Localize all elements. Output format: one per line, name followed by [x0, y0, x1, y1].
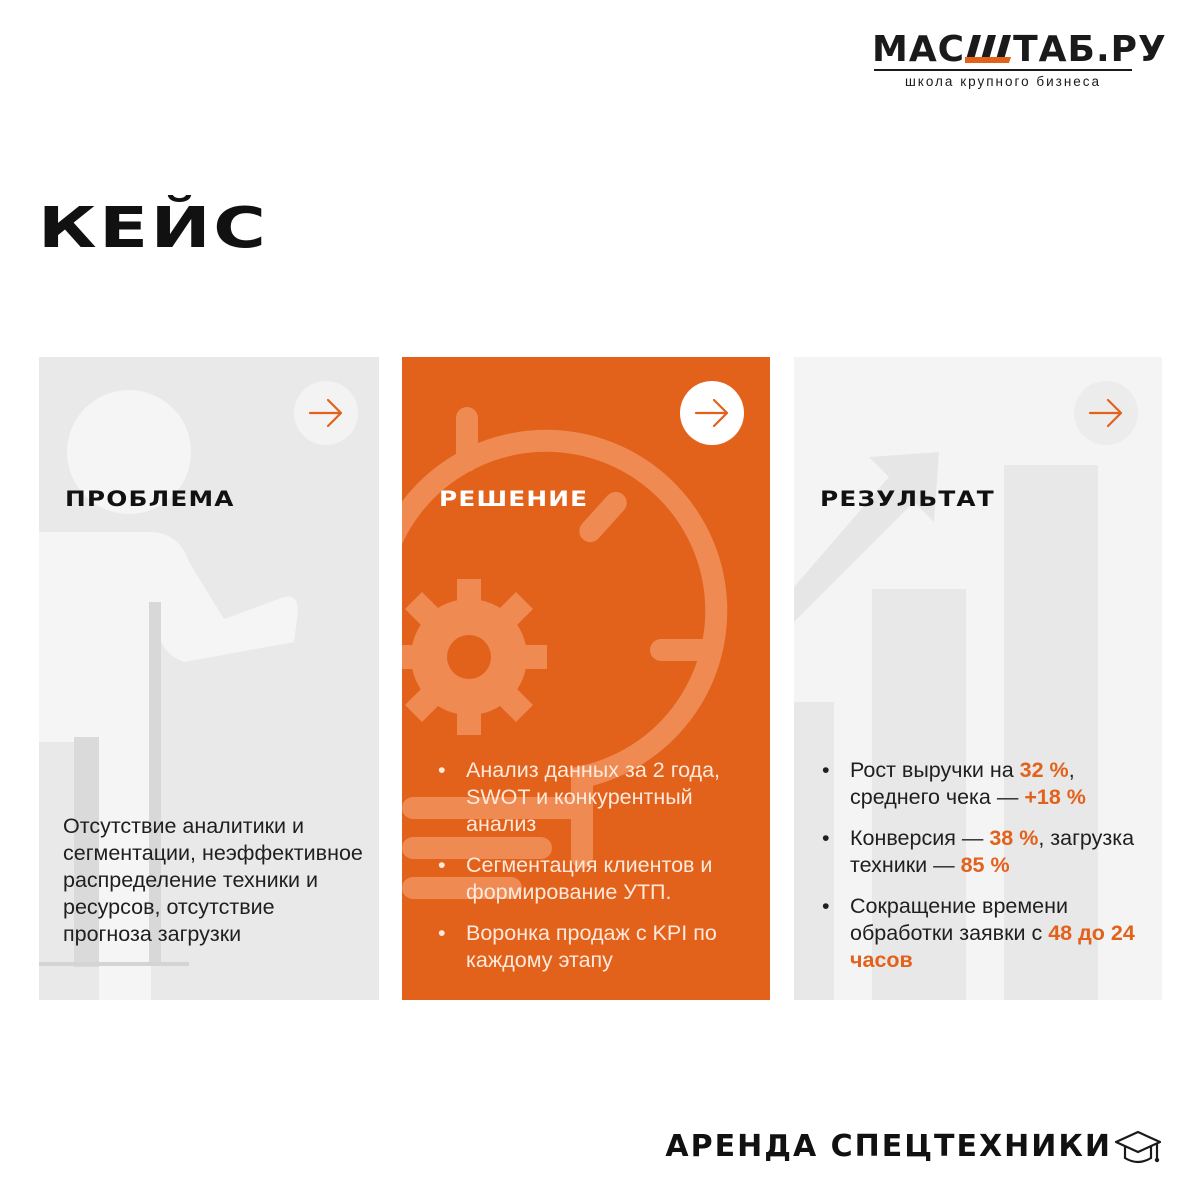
result-arrow-button[interactable]: [1074, 381, 1138, 445]
arrow-right-icon: [306, 393, 346, 433]
arrow-right-icon: [1086, 393, 1126, 433]
result-list: [818, 757, 1158, 988]
logo-text-part1: МАС: [872, 29, 966, 70]
brand-logo: [872, 28, 1167, 89]
solution-list: [434, 757, 764, 988]
list-item: • Анализ данных за 2 года, SWOT и конкурентный анализ: [434, 757, 764, 838]
arrow-right-icon: [692, 393, 732, 433]
list-item: • Воронка продаж с KPI по каждому этапу: [434, 920, 764, 974]
problem-card: [39, 357, 379, 1000]
page-title: КЕЙС: [38, 196, 269, 261]
result-title: РЕЗУЛЬТАТ: [820, 487, 995, 511]
problem-title: ПРОБЛЕМА: [65, 487, 235, 511]
logo-wordmark: [872, 28, 1167, 72]
footer-label: АРЕНДА СПЕЦТЕХНИКИ: [665, 1129, 1112, 1164]
list-item: • Рост выручки на 32 %, среднего чека — +18 %: [818, 757, 1158, 811]
logo-text-part2: ТАБ.РУ: [1013, 29, 1167, 70]
solution-title: РЕШЕНИЕ: [439, 487, 589, 511]
logo-subtitle: школа крупного бизнеса: [872, 69, 1134, 89]
graduation-cap-icon: [1114, 1128, 1162, 1168]
problem-text: Отсутствие аналитики и сегментации, неэффективное распределение техники и ресурсов, отсутствие прогноза загрузки: [63, 814, 363, 946]
list-item: • Сокращение времени обработки заявки с 48 до 24 часов: [818, 893, 1158, 974]
list-item: • Конверсия — 38 %, загрузка техники — 85 %: [818, 825, 1158, 879]
logo-stripes-icon: [965, 33, 1013, 65]
solution-card: [402, 357, 770, 1000]
problem-arrow-button[interactable]: [294, 381, 358, 445]
result-card: [794, 357, 1162, 1000]
list-item: • Сегментация клиентов и формирование УТП.: [434, 852, 764, 906]
solution-arrow-button[interactable]: [680, 381, 744, 445]
